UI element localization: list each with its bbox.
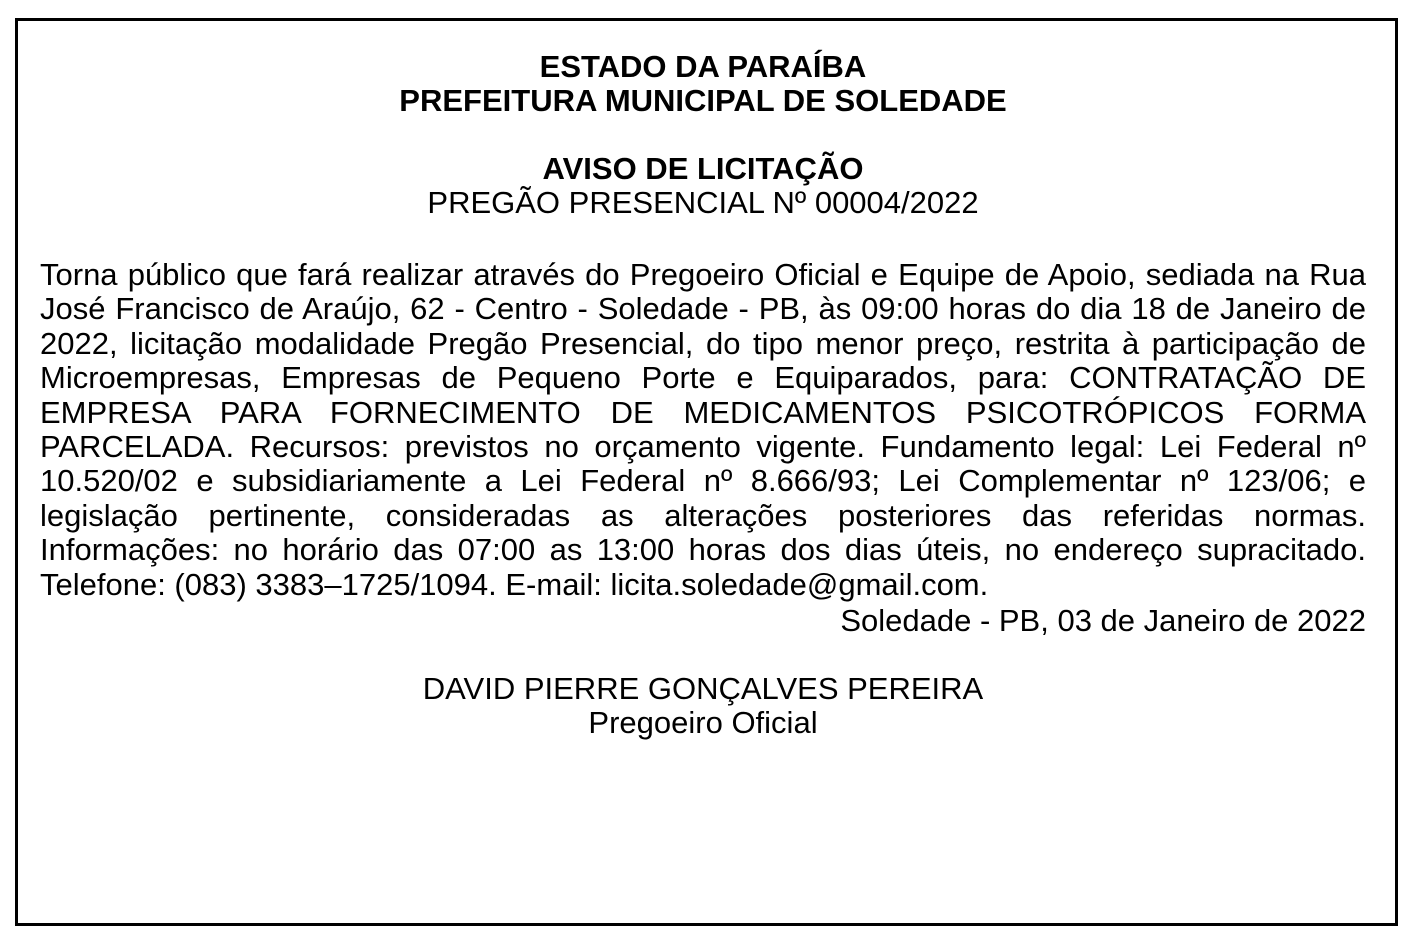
notice-body: Torna público que fará realizar através do Pregoeiro Oficial e Equipe de Apoio, sediada na Rua José Francisco de Araújo, 62 - Centro - Soledade - PB, às 09:00 horas do dia 18 de Janeiro de 2022, licitação modalidade Pregão Presencial, do tipo menor preço, restrita à participação de Microempresas, Empresas de Pequeno Porte e Equiparados, para: CONTRATAÇÃO DE EMPRESA PARA FORNECIMENTO DE MEDICAMENTOS PSICOTRÓPICOS FORMA PARCELADA. Recursos: previstos no orçamento vigente. Fundamento legal: Lei Federal nº 10.520/02 e subsidiariamente a Lei Federal nº 8.666/93; Lei Complementar nº 123/06; e legislação pertinente, consideradas as alterações posteriores das referidas normas. Informações: no horário das 07:00 as 13:00 horas dos dias úteis, no endereço supracitado. Telefone: (083) 3383–1725/1094. E-mail: licita.soledade@gmail.com. (40, 257, 1366, 602)
signatory-name: DAVID PIERRE GONÇALVES PEREIRA (422, 671, 984, 707)
spacer (40, 220, 1366, 258)
notice-title: AVISO DE LICITAÇÃO (542, 151, 864, 186)
state-heading: ESTADO DA PARAÍBA (539, 49, 867, 84)
signatory-role: Pregoeiro Oficial (588, 705, 818, 741)
date-line: Soledade - PB, 03 de Janeiro de 2022 (840, 603, 1366, 639)
notice-subtitle: PREGÃO PRESENCIAL Nº 00004/2022 (427, 185, 979, 220)
notice-content (40, 50, 1366, 740)
spacer (40, 638, 1366, 672)
spacer (40, 118, 1366, 152)
municipality-heading: PREFEITURA MUNICIPAL DE SOLEDADE (399, 83, 1007, 118)
